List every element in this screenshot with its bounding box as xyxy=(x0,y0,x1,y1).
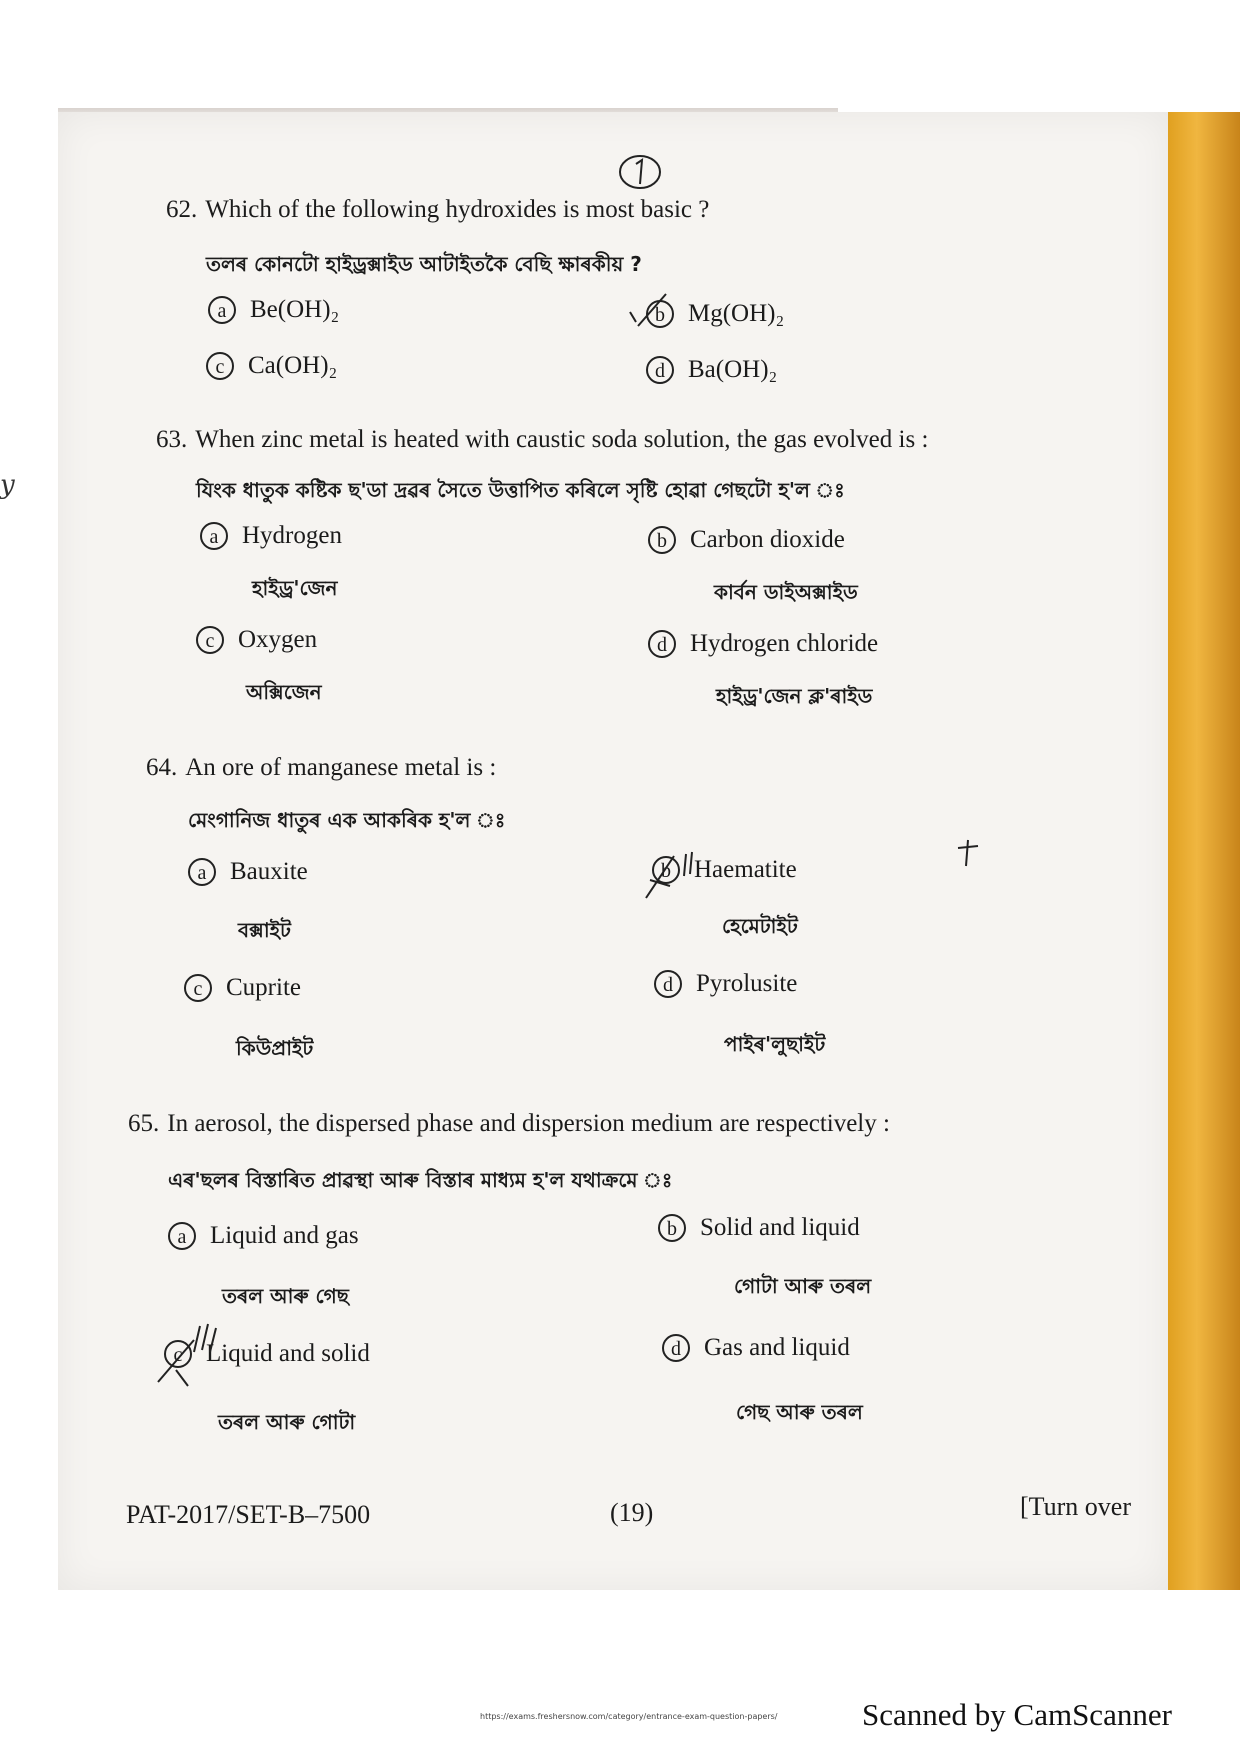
option-a[interactable] xyxy=(188,858,308,886)
option-letter: c xyxy=(206,352,234,380)
option-label: Liquid and solid xyxy=(206,1340,370,1367)
option-label: Hydrogen chloride xyxy=(690,630,879,657)
question-english: In aerosol, the dispersed phase and dispersion medium are respectively : xyxy=(167,1110,890,1137)
option-label: Cuprite xyxy=(226,974,301,1001)
option-a[interactable] xyxy=(168,1222,359,1250)
option-a-assamese: হাইড্ৰ'জেন xyxy=(252,576,338,600)
side-mark: y xyxy=(0,470,15,500)
option-d[interactable] xyxy=(662,1334,850,1362)
option-label: Be(OH)₂ xyxy=(250,296,340,323)
option-c-assamese: অক্সিজেন xyxy=(246,680,322,704)
option-label: Liquid and gas xyxy=(210,1222,359,1249)
option-letter: d xyxy=(662,1334,690,1362)
option-d[interactable] xyxy=(646,356,777,384)
option-d-assamese: গেছ আৰু তৰল xyxy=(736,1400,863,1424)
option-d[interactable] xyxy=(648,630,878,658)
question-text xyxy=(156,426,928,454)
question-english: When zinc metal is heated with caustic soda solution, the gas evolved is : xyxy=(195,426,929,453)
option-b[interactable] xyxy=(658,1214,860,1242)
option-letter: a xyxy=(188,858,216,886)
option-letter: c xyxy=(184,974,212,1002)
option-label: Gas and liquid xyxy=(704,1334,850,1361)
option-letter: d xyxy=(648,630,676,658)
option-label: Solid and liquid xyxy=(700,1214,860,1241)
option-letter: b xyxy=(652,856,680,884)
option-letter: a xyxy=(208,296,236,324)
question-assamese: তলৰ কোনটো হাইড্ৰক্সাইড আটাইতকৈ বেছি ক্ষাৰকীয় ? xyxy=(206,252,642,276)
option-b[interactable] xyxy=(646,300,784,328)
option-label: Mg(OH)₂ xyxy=(688,300,785,327)
option-label: Ca(OH)₂ xyxy=(248,352,338,379)
option-a-assamese: বক্সাইট xyxy=(238,918,291,942)
option-b[interactable] xyxy=(652,856,797,884)
camscanner-watermark: Scanned by CamScanner xyxy=(862,1697,1172,1732)
scanned-page xyxy=(58,112,1168,1590)
question-number: 64. xyxy=(146,754,178,781)
background-strip xyxy=(1168,112,1240,1590)
question-text xyxy=(146,754,496,782)
option-a-assamese: তৰল আৰু গেছ xyxy=(222,1284,349,1308)
question-number: 63. xyxy=(156,426,188,453)
question-english: Which of the following hydroxides is most basic ? xyxy=(205,196,710,223)
option-c[interactable] xyxy=(196,626,317,654)
option-label: Hydrogen xyxy=(242,522,342,549)
option-letter: d xyxy=(654,970,682,998)
option-letter: c xyxy=(164,1340,192,1368)
question-assamese: এৰ'ছলৰ বিস্তাৰিত প্ৰাৱস্থা আৰু বিস্তাৰ মাধ্যম হ'ল যথাক্ৰমে ঃ xyxy=(168,1168,673,1192)
option-label: Ba(OH)₂ xyxy=(688,356,778,383)
option-b-assamese: গোটা আৰু তৰল xyxy=(734,1274,872,1298)
question-number: 65. xyxy=(128,1110,160,1137)
option-a[interactable] xyxy=(208,296,339,324)
option-letter: a xyxy=(168,1222,196,1250)
option-letter: a xyxy=(200,522,228,550)
option-b-assamese: হেমেটাইট xyxy=(722,914,798,938)
option-letter: b xyxy=(646,300,674,328)
option-letter: b xyxy=(658,1214,686,1242)
handwritten-circle-mark xyxy=(616,152,664,192)
option-c[interactable] xyxy=(164,1340,370,1368)
question-number: 62. xyxy=(166,196,198,223)
option-c[interactable] xyxy=(206,352,337,380)
option-label: Bauxite xyxy=(230,858,308,885)
option-b-assamese: কাৰ্বন ডাইঅক্সাইড xyxy=(714,580,858,604)
paper-code: PAT-2017/SET-B–7500 xyxy=(126,1500,371,1529)
option-d[interactable] xyxy=(654,970,797,998)
turn-over-label: [Turn over xyxy=(1020,1492,1131,1521)
option-letter: c xyxy=(196,626,224,654)
question-english: An ore of manganese metal is : xyxy=(185,754,497,781)
option-label: Pyrolusite xyxy=(696,970,798,997)
option-a[interactable] xyxy=(200,522,342,550)
option-d-assamese: পাইৰ'লুছাইট xyxy=(724,1032,826,1056)
option-c[interactable] xyxy=(184,974,301,1002)
option-c-assamese: কিউপ্ৰাইট xyxy=(236,1036,314,1060)
source-url[interactable]: https://exams.freshersnow.com/category/entrance-exam-question-papers/ xyxy=(480,1712,778,1721)
option-b[interactable] xyxy=(648,526,845,554)
option-letter: d xyxy=(646,356,674,384)
option-d-assamese: হাইড্ৰ'জেন ক্ল'ৰাইড xyxy=(716,684,873,708)
page-number: (19) xyxy=(610,1498,654,1527)
option-letter: b xyxy=(648,526,676,554)
option-label: Carbon dioxide xyxy=(690,526,845,553)
option-label: Haematite xyxy=(694,856,797,883)
option-label: Oxygen xyxy=(238,626,318,653)
option-c-assamese: তৰল আৰু গোটা xyxy=(218,1410,356,1434)
question-assamese: মেংগানিজ ধাতুৰ এক আকৰিক হ'ল ঃ xyxy=(188,808,506,832)
question-assamese: যিংক ধাতুক কষ্টিক ছ'ডা দ্ৰৱৰ সৈতে উত্তাপিত কৰিলে সৃষ্টি হোৱা গেছটো হ'ল ঃ xyxy=(196,478,845,502)
question-text xyxy=(128,1110,890,1138)
question-text xyxy=(166,196,709,224)
